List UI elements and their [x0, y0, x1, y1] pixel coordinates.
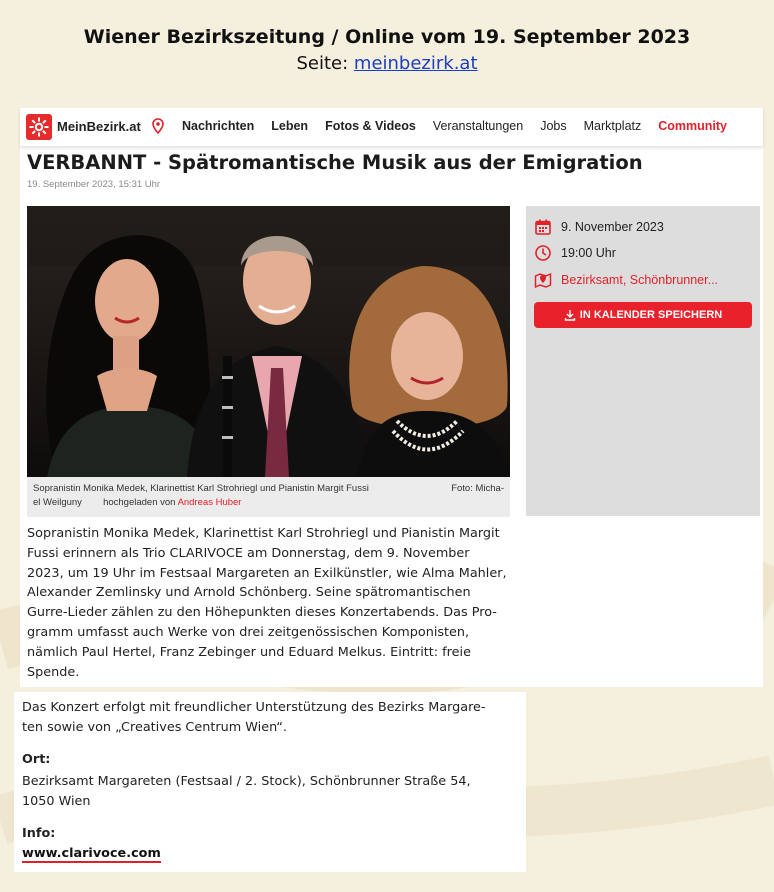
document-header-source	[0, 53, 774, 74]
nav-item-nachrichten[interactable]: Nachrichten	[182, 119, 255, 133]
caption-credit-cont: el Weilguny	[33, 497, 82, 508]
article-clipping	[20, 108, 763, 687]
source-prefix: Seite:	[296, 53, 354, 74]
event-time: 19:00 Uhr	[561, 246, 616, 260]
sun-logo-icon	[29, 117, 49, 137]
article-date: 19. September 2023, 15:31 Uhr	[27, 179, 161, 190]
caption-credit: Foto: Micha-	[451, 483, 504, 494]
support-paragraph	[22, 698, 522, 738]
trio-photo-illustration	[27, 206, 510, 477]
article-body	[27, 524, 519, 682]
photo-caption	[27, 477, 510, 517]
article-photo[interactable]	[27, 206, 510, 477]
nav-item-leben[interactable]: Leben	[271, 119, 309, 133]
event-location[interactable]: Bezirksamt, Schönbrunner...	[561, 273, 719, 287]
nav-item-veranstaltungen[interactable]: Veranstaltungen	[432, 119, 524, 133]
map-icon	[534, 271, 552, 289]
download-icon	[564, 309, 576, 321]
paragraph-line: Das Konzert erfolgt mit freundlicher Unterstützung des Bezirks Margare-	[22, 700, 486, 715]
event-time-row	[534, 244, 616, 262]
body-line: Gurre-Lieder zählen zu den Höhepunkten dieses Konzertabends. Das Pro-	[27, 605, 497, 621]
article-continuation	[14, 692, 526, 872]
nav-item-marktplatz[interactable]: Marktplatz	[583, 119, 642, 133]
location-label: Ort:	[22, 752, 51, 767]
address-line: 1050 Wien	[22, 793, 91, 809]
event-info-box	[526, 206, 760, 516]
main-navigation	[182, 119, 744, 133]
site-logo-text[interactable]: MeinBezirk.at	[57, 119, 141, 134]
document-header-title: Wiener Bezirkszeitung / Online vom 19. September 2023	[83, 26, 691, 48]
body-line: Sopranistin Monika Medek, Klarinettist Karl Strohriegl und Pianistin Margit	[27, 526, 500, 541]
nav-item-community[interactable]: Community	[658, 119, 727, 133]
caption-uploader-link[interactable]: Andreas Huber	[177, 497, 242, 508]
body-line: Spende.	[27, 664, 80, 680]
save-to-calendar-button[interactable]	[534, 302, 752, 328]
location-address	[22, 772, 522, 812]
body-line: nämlich Paul Hertel, Franz Zebinger und Eduard Melkus. Eintritt: freie	[27, 644, 471, 660]
body-line: Fussi erinnern als Trio CLARIVOCE am Donnerstag, dem 9. November	[27, 545, 470, 561]
nav-item-fotos-videos[interactable]: Fotos & Videos	[325, 119, 416, 133]
save-to-calendar-label: IN KALENDER SPEICHERN	[579, 309, 723, 321]
body-line: Alexander Zemlinsky und Arnold Schönberg. Seine spätromantischen	[27, 585, 471, 601]
caption-uploaded-label: hochgeladen von	[103, 497, 176, 508]
paragraph-line: ten sowie von „Creatives Centrum Wien“.	[22, 719, 287, 735]
source-link[interactable]: meinbezirk.at	[353, 53, 478, 74]
info-website-link[interactable]: www.clarivoce.com	[22, 846, 161, 861]
location-pin-icon[interactable]	[152, 118, 164, 134]
address-line: Bezirksamt Margareten (Festsaal / 2. Stock), Schönbrunner Straße 54,	[22, 774, 471, 789]
body-line: 2023, um 19 Uhr im Festsaal Margareten an Exilkünstler, wie Alma Mahler,	[27, 565, 507, 581]
event-location-row[interactable]	[534, 271, 718, 289]
caption-text: Sopranistin Monika Medek, Klarinettist Karl Strohriegl und Pianistin Margit Fussi	[33, 483, 369, 494]
site-logo[interactable]	[26, 114, 52, 140]
nav-item-jobs[interactable]: Jobs	[540, 119, 567, 133]
calendar-icon	[534, 218, 552, 236]
event-date: 9. November 2023	[561, 220, 664, 234]
body-line: gramm umfasst auch Werke von drei zeitgenössischen Komponisten,	[27, 624, 470, 640]
site-navbar	[20, 108, 763, 146]
event-date-row	[534, 218, 664, 236]
clock-icon	[534, 244, 552, 262]
article-title: VERBANNT - Spätromantische Musik aus der Emigration	[27, 151, 643, 174]
info-label: Info:	[22, 826, 56, 841]
